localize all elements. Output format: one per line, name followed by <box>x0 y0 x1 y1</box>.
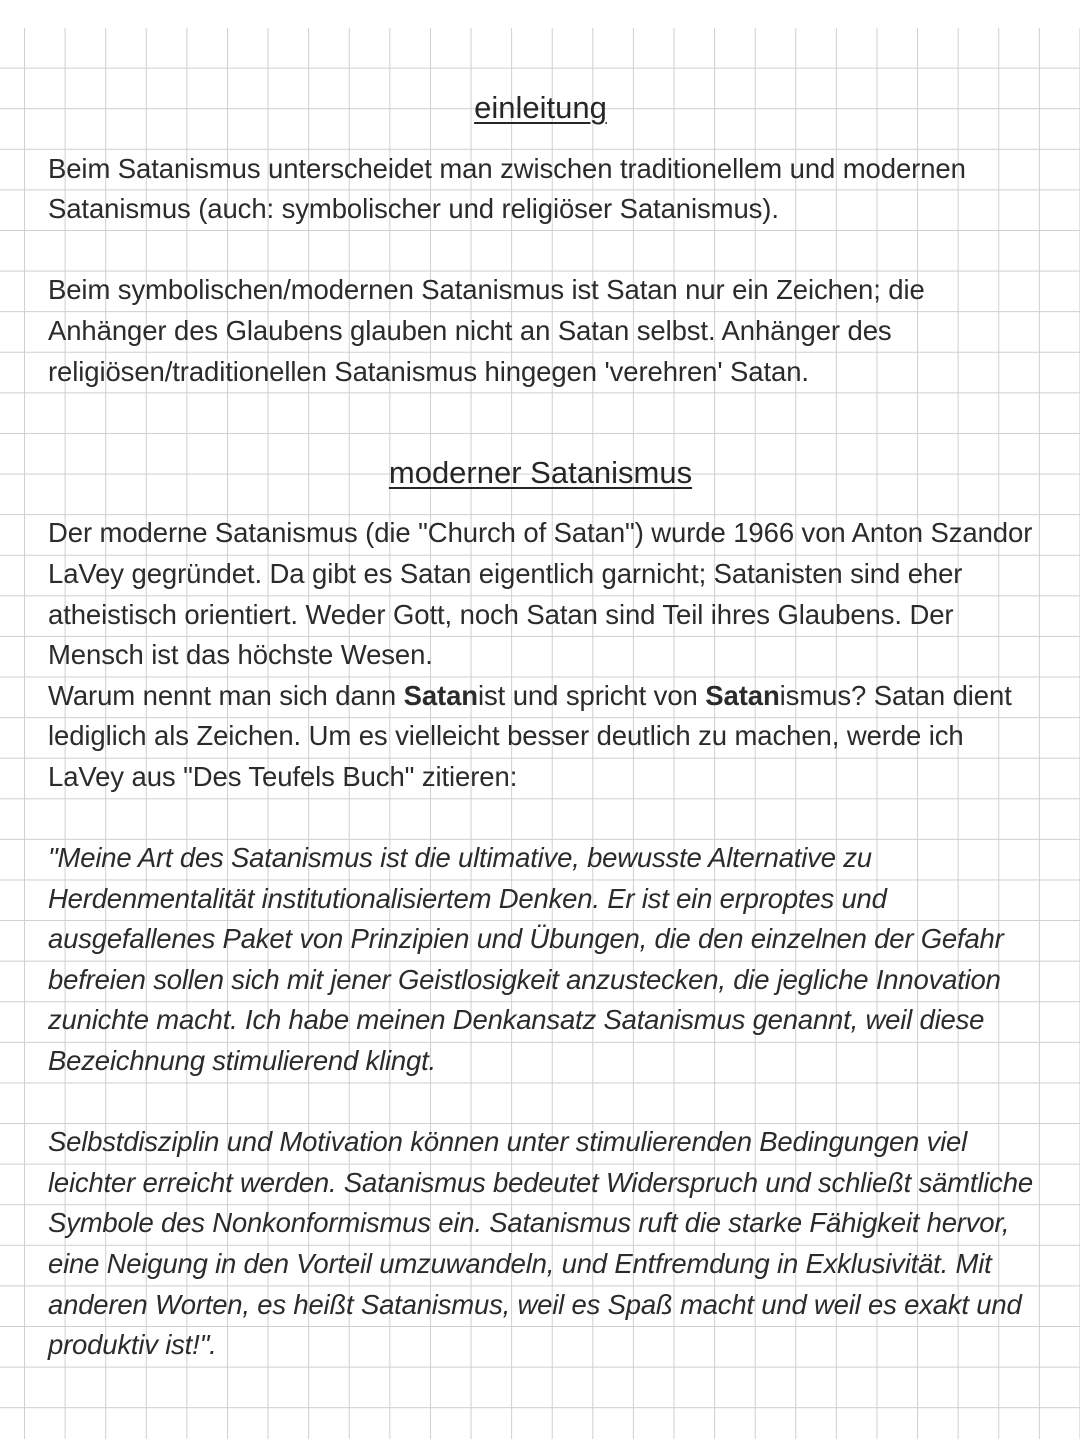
modern-p2-text-d: ismus? Satan dient lediglich als Zeichen. Um es vielleicht besser deutlich zu machen, werde ich LaVey aus "Des Teufels Buch" zitieren: <box>48 679 1012 792</box>
modern-p2-text-c: ist und spricht von <box>477 679 706 711</box>
modern-p2-text-a: Warum nennt man sich dann <box>48 679 404 711</box>
intro-paragraph-1: Beim Satanismus unterscheidet man zwischen traditionellem und modernen Satanismus (auch: symbolischer und religiöser Satanismus). <box>48 152 966 225</box>
modern-paragraph-2 <box>48 676 1033 798</box>
bold-satan-2: Satan <box>705 679 780 711</box>
heading-moderner-satanismus: moderner Satanismus <box>388 454 693 490</box>
document-content <box>48 88 1033 1366</box>
quote-paragraph-1: "Meine Art des Satanismus ist die ultimative, bewusste Alternative zu Herdenmentalität institutionalisiertem Denken. Er ist ein erproptes und ausgefallenes Paket von Prinzipien und Übungen, die den einzelnen der Gefahr befreien sollen sich mit jener Geistlosigkeit anzustecken, die jegliche Innovation zunichte macht. Ich habe meinen Denkansatz Satanismus genannt, weil diese Bezeichnung stimulierend klingt. <box>48 842 1004 1077</box>
quote-paragraph-2: Selbstdisziplin und Motivation können unter stimulierenden Bedingungen viel leichter erreicht werden. Satanismus bedeutet Widerspruch und schließt sämtliche Symbole des Nonkonformismus ein. Satanismus ruft die starke Fähigkeit hervor, eine Neigung in den Vorteil umzuwandeln, und Entfremdung in Exklusivität. Mit anderen Worten, es heißt Satanismus, weil es Spaß macht und weil es exakt und produktiv ist!". <box>48 1126 1033 1361</box>
intro-paragraph-2: Beim symbolischen/modernen Satanismus ist Satan nur ein Zeichen; die Anhänger des Glaubens glauben nicht an Satan selbst. Anhänger des religiösen/traditionellen Satanismus hingegen 'verehren' Satan. <box>48 274 925 387</box>
modern-paragraph-1: Der moderne Satanismus (die "Church of Satan") wurde 1966 von Anton Szandor LaVey gegründet. Da gibt es Satan eigentlich garnicht; Satanisten sind eher atheistisch orientiert. Weder Gott, noch Satan sind Teil ihres Glaubens. Der Mensch ist das höchste Wesen. <box>48 517 1033 671</box>
heading-einleitung: einleitung <box>474 90 607 125</box>
bold-satan-1: Satan <box>403 679 478 711</box>
